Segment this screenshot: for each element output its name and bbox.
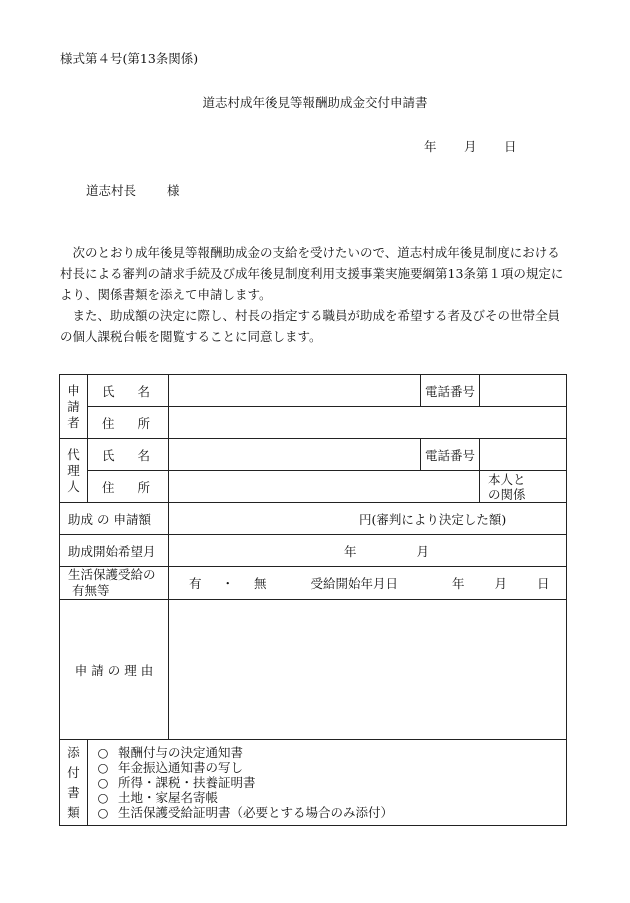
- start-month-label: 助成開始希望月: [60, 535, 169, 567]
- grant-amount-unit: 円(審判により決定した額): [359, 511, 507, 527]
- applicant-address-label: 住 所: [88, 407, 169, 439]
- date-year: 年: [424, 139, 437, 154]
- attachment-checkbox[interactable]: ○: [97, 805, 109, 820]
- start-month-field[interactable]: [169, 535, 567, 567]
- welfare-start-year: 年: [452, 576, 465, 591]
- attachments-list: [88, 741, 566, 824]
- attachments-list-cell: [88, 740, 567, 826]
- welfare-start-day: 日: [537, 576, 550, 591]
- addressee-name: 道志村長: [86, 183, 137, 198]
- attachment-checkbox[interactable]: ○: [97, 775, 109, 790]
- welfare-no-option[interactable]: 無: [254, 576, 267, 591]
- applicant-phone-field[interactable]: [480, 375, 567, 407]
- attachment-item: ○ 生活保護受給証明書（必要とする場合のみ添付）: [88, 805, 566, 820]
- welfare-start-label: 受給開始年月日: [310, 576, 399, 591]
- attachment-item: ○ 年金振込通知書の写し: [88, 760, 566, 775]
- welfare-field: [169, 567, 567, 600]
- applicant-name-row: [60, 375, 567, 407]
- form-number: 様式第４号(第13条関係): [60, 51, 199, 66]
- applicant-label: 申 請 者: [60, 375, 88, 439]
- agent-relation-label: 本人と の関係: [480, 471, 567, 503]
- grant-amount-label: 助成 の 申請額: [60, 503, 169, 535]
- applicant-name-label: 氏 名: [88, 375, 169, 407]
- reason-field[interactable]: [169, 600, 567, 740]
- agent-name-row: [60, 439, 567, 471]
- applicant-phone-label: 電話番号: [421, 375, 480, 407]
- start-month-month: 月: [416, 543, 430, 559]
- welfare-start-month: 月: [494, 576, 508, 591]
- welfare-row: [60, 567, 567, 600]
- agent-address-label: 住 所: [88, 471, 169, 503]
- agent-address-row: [60, 471, 567, 503]
- reason-label: 申 請 の 理 由: [60, 600, 169, 740]
- attachment-checkbox[interactable]: ○: [97, 760, 109, 775]
- attachment-item: ○ 土地・家屋名寄帳: [88, 790, 566, 805]
- date-day: 日: [504, 139, 517, 154]
- applicant-address-field[interactable]: [169, 407, 567, 439]
- attachments-row: [60, 740, 567, 826]
- attachment-item: ○ 報酬付与の決定通知書: [88, 745, 566, 760]
- agent-name-label: 氏 名: [88, 439, 169, 471]
- application-table: [59, 374, 567, 826]
- agent-phone-label: 電話番号: [421, 439, 480, 471]
- start-month-year: 年: [344, 543, 357, 559]
- addressee-honorific: 様: [167, 183, 180, 198]
- agent-address-field[interactable]: [169, 471, 480, 503]
- welfare-separator: ・: [221, 576, 235, 591]
- body-paragraph-1: 次のとおり成年後見等報酬助成金の支給を受けたいので、道志村成年後見制度における村長による審判の請求手続及び成年後見制度利用支援事業実施要綱第13条第１項の規定により、関係書類を添えて申請します。: [60, 245, 564, 302]
- reason-row: [60, 600, 567, 740]
- attachments-label: 添 付 書 類: [60, 740, 88, 826]
- date-month: 月: [464, 139, 477, 154]
- body-text: [60, 242, 570, 347]
- welfare-yes-option[interactable]: 有: [189, 576, 202, 591]
- agent-phone-field[interactable]: [480, 439, 567, 471]
- document-title: 道志村成年後見等報酬助成金交付申請書: [202, 95, 428, 110]
- grant-amount-row: [60, 503, 567, 535]
- welfare-label: 生活保護受給の 有無等: [60, 567, 169, 600]
- grant-amount-field[interactable]: [169, 503, 567, 535]
- body-paragraph-2: また、助成額の決定に際し、村長の指定する職員が助成を希望する者及びその世帯全員の個人課税台帳を閲覧することに同意します。: [60, 308, 561, 344]
- applicant-name-field[interactable]: [169, 375, 421, 407]
- applicant-address-row: [60, 407, 567, 439]
- attachment-item: ○ 所得・課税・扶養証明書: [88, 775, 566, 790]
- agent-label: 代 理 人: [60, 439, 88, 503]
- attachment-checkbox[interactable]: ○: [97, 790, 109, 805]
- attachment-checkbox[interactable]: ○: [97, 745, 109, 760]
- agent-name-field[interactable]: [169, 439, 421, 471]
- start-month-row: [60, 535, 567, 567]
